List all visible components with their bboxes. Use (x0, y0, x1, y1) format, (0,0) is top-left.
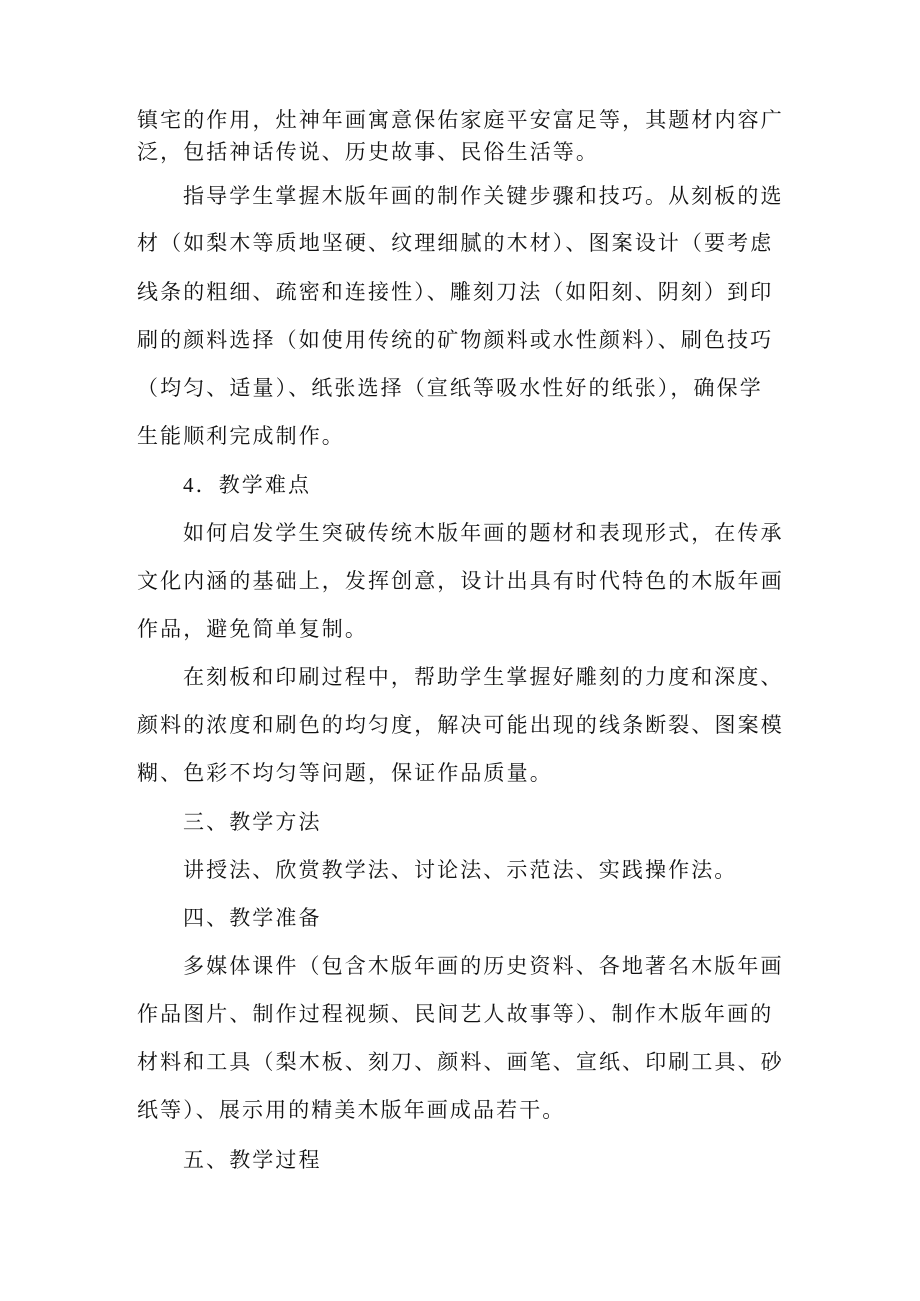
text-line: 镇宅的作用，灶神年画寓意保佑家庭平安富足等，其题材内容广 (137, 108, 784, 132)
text-line: 如何启发学生突破传统木版年画的题材和表现形式，在传承 (183, 521, 784, 545)
text-line: 生能顺利完成制作。 (137, 424, 345, 448)
text-line: 材（如梨木等质地坚硬、纹理细腻的木材）、图案设计（要考虑 (137, 231, 774, 255)
text-line: 作品图片、制作过程视频、民间艺人故事等）、制作木版年画的 (137, 1002, 774, 1026)
text-line: 在刻板和印刷过程中，帮助学生掌握好雕刻的力度和深度、 (183, 665, 784, 689)
text-line: （均匀、适量）、纸张选择（宣纸等吸水性好的纸张），确保学 (137, 376, 763, 400)
text-line: 材料和工具（梨木板、刻刀、颜料、画笔、宣纸、印刷工具、砂 (137, 1050, 784, 1074)
text-line: 刷的颜料选择（如使用传统的矿物颜料或水性颜料）、刷色技巧 (137, 328, 774, 352)
text-line: 多媒体课件（包含木版年画的历史资料、各地著名木版年画 (183, 954, 784, 978)
text-line: 讲授法、欣赏教学法、讨论法、示范法、实践操作法。 (183, 858, 738, 882)
text-line: 指导学生掌握木版年画的制作关键步骤和技巧。从刻板的选 (183, 184, 784, 208)
text-line: 文化内涵的基础上，发挥创意，设计出具有时代特色的木版年画 (137, 569, 784, 593)
section-heading: 4．教学难点 (183, 473, 312, 497)
text-line: 泛，包括神话传说、历史故事、民俗生活等。 (137, 140, 599, 164)
section-heading: 五、教学过程 (183, 1148, 322, 1172)
text-line: 作品，避免简单复制。 (137, 617, 368, 641)
text-line: 线条的粗细、疏密和连接性）、雕刻刀法（如阳刻、阴刻）到印 (137, 280, 774, 304)
section-heading: 三、教学方法 (183, 810, 322, 834)
text-line: 颜料的浓度和刷色的均匀度，解决可能出现的线条断裂、图案模 (137, 713, 784, 737)
section-heading: 四、教学准备 (183, 906, 322, 930)
text-line: 纸等）、展示用的精美木版年画成品若干。 (137, 1098, 566, 1122)
text-line: 糊、色彩不均匀等问题，保证作品质量。 (137, 761, 553, 785)
